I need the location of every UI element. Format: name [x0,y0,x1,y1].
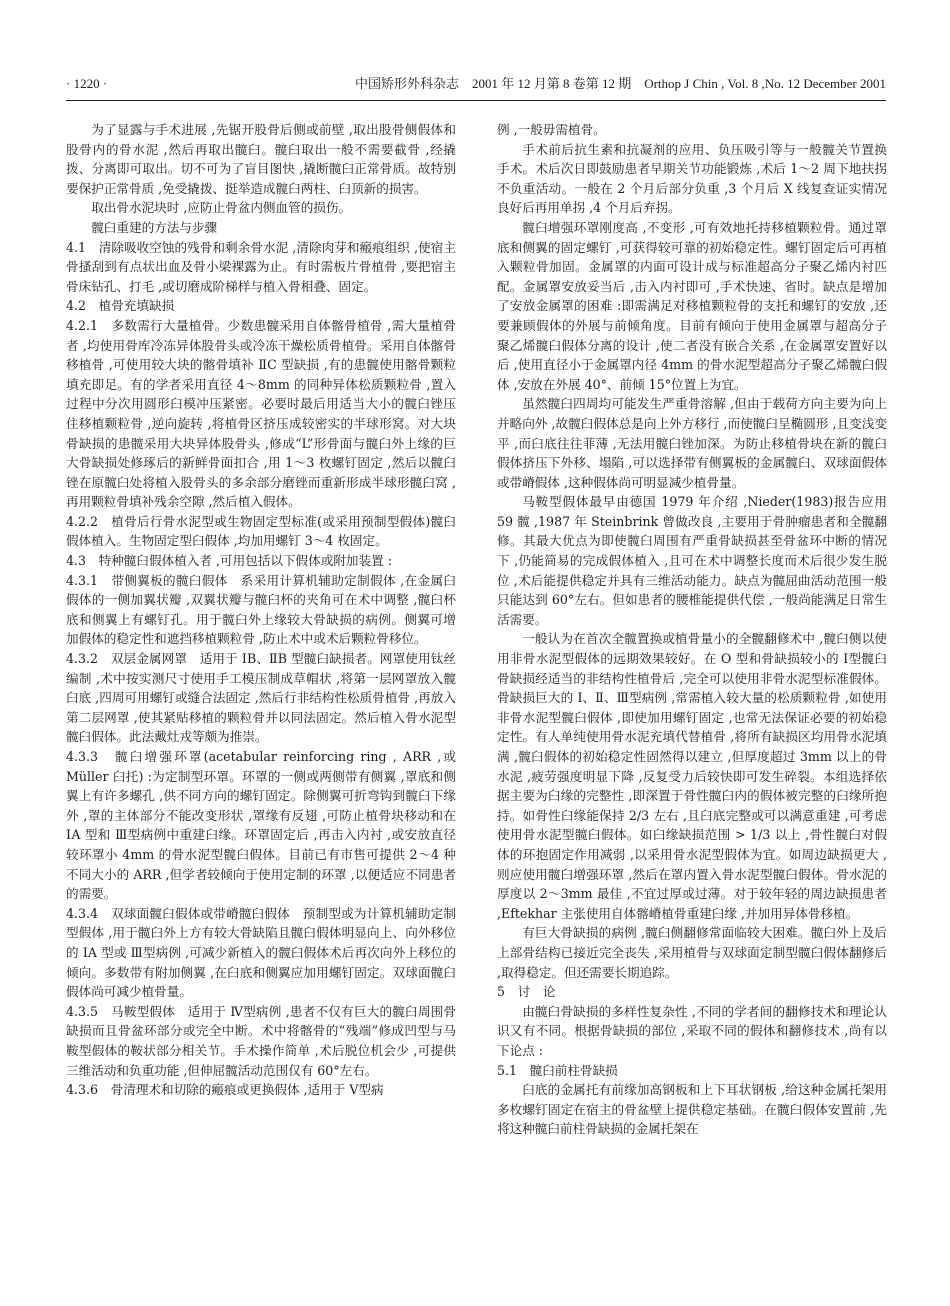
paragraph: 马鞍型假体最早由德国 1979 年介绍 ,Nieder(1983)报告应用 59 髋 ,1987 年 Steinbrink 曾做改良 ,主要用于骨肿瘤患者和全髋翻修。其最大优点为即使髋臼周围有严重骨缺损甚至骨盆环中断的情况下 ,仍能简易的完成假体植入 ,且可在术中调整长度而术后很少发生脱位 ,术后能提供稳定并具有三维活动能力。缺点为髋屈曲活动范围一般只能达到 60°左右。但如患者的腰椎能提供代偿 ,一般尚能满足日常生活需要。 [497,494,887,627]
paragraph: 4.2.2 植骨后行骨水泥型或生物固定型标准(或采用预制型假体)髋臼假体植入。生物固定型臼假体 ,均加用螺钉 3～4 枚固定。 [66,513,456,549]
paragraph: 例 ,一般毋需植骨。 [497,122,606,137]
paragraph: 5.1 髋臼前柱骨缺损 [497,1062,618,1078]
paragraph: 髋臼增强环罩刚度高 ,不变形 ,可有效地托持移植颗粒骨。通过罩底和侧翼的固定螺钉 ,可获得较可靠的初始稳定性。螺钉固定后可再植入颗粒骨加固。金属罩的内面可设计成与标准超高分子聚乙烯内衬匹配。金属罩安放妥当后 ,击入内衬即可 ,手术快速、省时。缺点是增加了安放金属罩的困难 :即需满足对移植颗粒骨的支托和螺钉的安放 ,还要兼顾假体的外展与前倾角度。目前有倾向于使用金属罩与超高分子聚乙烯髋臼假体分离的设计 ,使二者没有嵌合关系 ,在金属罩安置好以后 ,使用直径小于金属罩内径 4mm 的骨水泥型超高分子聚乙烯髋臼假体 ,安放在外展 40°、前倾 15°位置上为宜。 [497,219,887,392]
paragraph: 取出骨水泥块时 ,应防止骨盆内侧血管的损伤。 [91,200,352,216]
right-column [497,120,887,1139]
paragraph: 5 讨 论 [497,984,556,1000]
running-header [66,72,886,96]
paragraph: 4.2.1 多数需行大量植骨。少数患髋采用自体髂骨植骨 ,需大量植骨者 ,均使用骨库冷冻异体股骨头或冷冻干燥松质骨植骨。采用自体髂骨移植骨 ,可使用较大块的髂骨填补 ⅡC 型缺损 ,有的患髋使用髂骨颗粒填充即足。有的学者采用直径 4～8mm 的同种异体松质颗粒骨 ,置入过程中分次用圆形臼模冲压紧密。必要时最后用适当大小的髋臼锉压住移植颗粒骨 ,逆向旋转 ,将植骨区挤压成较密实的半球形窝。对大块骨缺损的患髋采用大块异体股骨头 ,修成“L”形骨面与髋臼外上缘的巨大骨缺损处修琢后的新鲜骨面扣合 ,用 1～3 枚螺钉固定 ,然后以髋臼锉在原髋臼处将植入股骨头的多余部分磨锉而重新形成半球形髋臼窝 ,再用颗粒骨填补残余空隙 ,然后植入假体。 [66,317,456,510]
header-rule [66,100,886,101]
paragraph: 4.3.2 双层金属网罩 适用于 ⅠB、ⅡB 型髋臼缺损者。网罩使用钛丝编制 ,术中按实测尺寸使用手工模压制成草帽状 ,将第一层网罩放入髋臼底 ,四周可用螺钉或缝合法固定 ,然后行非结构性松质骨植骨 ,再放入第二层网罩 ,使其紧贴移植的颗粒骨并以同法固定。然后植入骨水泥型髋臼假体。此法戴灶戎等颇为推崇。 [66,651,456,745]
paragraph: 虽然髋臼四周均可能发生严重骨溶解 ,但由于载荷方向主要为向上并略向外 ,故髋臼假体总是向上外方移行 ,而使髋臼呈椭圆形 ,且变浅变平 ,而臼底往往菲薄 ,无法用髋臼锉加深。为防止移植骨块在新的髋臼假体挤压下外移、塌陷 ,可以选择带有侧翼板的金属髋臼、双球面假体或带嵴假体 ,这种假体尚可明显减少植骨量。 [497,396,887,490]
paragraph: 4.3.4 双球面髋臼假体或带嵴髋臼假体 预制型或为计算机辅助定制型假体 ,用于髋臼外上方有较大骨缺陷且髋臼假体明显向上、向外移位的 ⅠA 型或 Ⅲ型病例 ,可减少新植入的髋臼假体术后再次向外上移位的倾向。多数带有附加侧翼 ,在臼底和侧翼应加用螺钉固定。双球面髋臼假体尚可减少植骨量。 [66,905,456,1000]
paragraph: 由髋臼骨缺损的多样性复杂性 ,不同的学者间的翻修技术和理论认识又有不同。根据骨缺损的部位 ,采取不同的假体和翻修技术 ,尚有以下论点 : [497,1003,887,1058]
journal-citation: 中国矫形外科杂志 2001 年 12 月第 8 卷第 12 期 Orthop J Chin , Vol. 8 ,No. 12 December 2001 [354,76,886,91]
paragraph: 手术前后抗生素和抗凝剂的应用、负压吸引等与一般髋关节置换手术。术后次日即鼓励患者早期关节功能锻炼 ,术后 1～2 周下地扶拐不负重活动。一般在 2 个月后部分负重 ,3 个月后 X 线复查证实情况良好后再用单拐 ,4 个月后弃拐。 [497,141,887,216]
paragraph: 臼底的金属托有前缘加高钢板和上下耳状钢板 ,给这种金属托架用多枚螺钉固定在宿主的骨盆壁上提供稳定基础。在髋臼假体安置前 ,先将这种髋臼前柱骨缺损的金属托架在 [497,1082,887,1137]
paragraph: 为了显露与手术进展 ,先锯开股骨后侧或前壁 ,取出股骨侧假体和股骨内的骨水泥 ,然后再取出髋臼。髋臼取出一般不需要截骨 ,经撬拨、分离即可取出。切不可为了盲目图快 ,撬断髋臼正常骨质。故特别要保护正常骨质 ,免受撬拨、挺举造成髋臼两柱、臼顶新的损害。 [66,122,456,196]
paragraph: 4.3.3 髋臼增强环罩(acetabular reinforcing ring , ARR ,或 Müller 臼托) :为定制型环罩。环罩的一侧或两侧带有侧翼 ,罩底和侧翼上有许多螺孔 ,供不同方向的螺钉固定。除侧翼可折弯钩到髋臼下缘外 ,罩的主体部分不能改变形状 ,罩缘有反翅 ,可防止植骨块移动和在 ⅠA 型和 Ⅲ型病例中重建臼缘。环罩固定后 ,再击入内衬 ,或安放直径较环罩小 4mm 的骨水泥型髋臼假体。目前已有市售可提供 2～4 种不同大小的 ARR ,但学者较倾向于使用定制的环罩 ,以便适应不同患者的需要。 [66,749,456,902]
paragraph: 4.2 植骨充填缺损 [66,298,175,314]
left-column [66,120,456,1100]
paragraph: 4.1 清除吸收空蚀的残骨和剩余骨水泥 ,清除肉芽和瘢痕组织 ,使宿主骨搔刮到有点状出血及骨小梁裸露为止。有时需板片骨植骨 ,要把宿主骨床钻孔、打毛 ,或切磨成阶梯样与植入骨相叠、固定。 [66,239,456,294]
paragraph: 4.3 特种髋臼假体植入者 ,可用包括以下假体或附加装置 : [66,553,392,569]
paragraph: 一般认为在首次全髋置换或植骨量小的全髋翻修术中 ,髋臼侧以使用非骨水泥型假体的远期效果较好。在 O 型和骨缺损较小的 Ⅰ型髋臼骨缺损经适当的非结构性植骨后 ,完全可以使用非骨水泥型标准假体。骨缺损巨大的 Ⅰ、Ⅱ、Ⅲ型病例 ,常需植入较大量的松质颗粒骨 ,如使用非骨水泥型髋臼假体 ,即使加用螺钉固定 ,也常无法保证必要的初始稳定性。有人单纯使用骨水泥充填代替植骨 ,将所有缺损区均用骨水泥填满 ,髋臼假体的初始稳定性固然得以建立 ,但厚度超过 3mm 以上的骨水泥 ,疲劳强度明显下降 ,反复受力后较快即可发生碎裂。本组选择依据主要为臼缘的完整性 ,即深置于骨性髋臼内的假体被完整的臼缘所抱持。如骨性臼缘能保持 2/3 左右 ,且臼底完整或可以满意重建 ,可考虑使用骨水泥型髋臼假体。如臼缘缺损范围 > 1/3 以上 ,骨性髋臼对假体的环抱固定作用减弱 ,以采用骨水泥型假体为宜。如周边缺损更大 ,则应使用髋臼增强环罩 ,然后在罩内置入骨水泥型髋臼假体。骨水泥的厚度以 2～3mm 最佳 ,不宜过厚或过薄。对于较年轻的周边缺损患者 ,Eftekhar 主张使用自体髂嵴植骨重建臼缘 ,并加用异体骨移植。 [497,631,887,921]
paragraph: 4.3.1 带侧翼板的髋臼假体 系采用计算机辅助定制假体 ,在金属臼假体的一侧加翼状瓣 ,双翼状瓣与髋臼杯的夹角可在术中调整 ,髋臼杯底和侧翼上有螺钉孔。用于髋臼外上缘较大骨缺损的病例。侧翼可增加假体的稳定性和遮挡移植颗粒骨 ,防止术中或术后颗粒骨移位。 [66,572,456,647]
paragraph: 4.3.5 马鞍型假体 适用于 Ⅳ型病例 ,患者不仅有巨大的髋臼周围骨缺损而且骨盆环部分或完全中断。术中将髂骨的“残端”修成凹型与马鞍型假体的鞍状部分相关节。手术操作简单 ,术后脱位机会少 ,可提供三维活动和负重功能 ,但伸屈髋活动范围仅有 60°左右。 [66,1003,456,1078]
page-number: · 1220 · [66,76,108,91]
paragraph: 有巨大骨缺损的病例 ,髋臼侧翻修常面临较大困难。髋臼外上及后上部骨结构已接近完全丧失 ,采用植骨与双球面定制型髋臼假体翻修后 ,取得稳定。但还需要长期追踪。 [497,925,887,980]
paragraph: 4.3.6 骨清理术和切除的瘢痕或更换假体 ,适用于 Ⅴ型病 [66,1082,384,1098]
paragraph: 髋臼重建的方法与步骤 [91,219,218,235]
